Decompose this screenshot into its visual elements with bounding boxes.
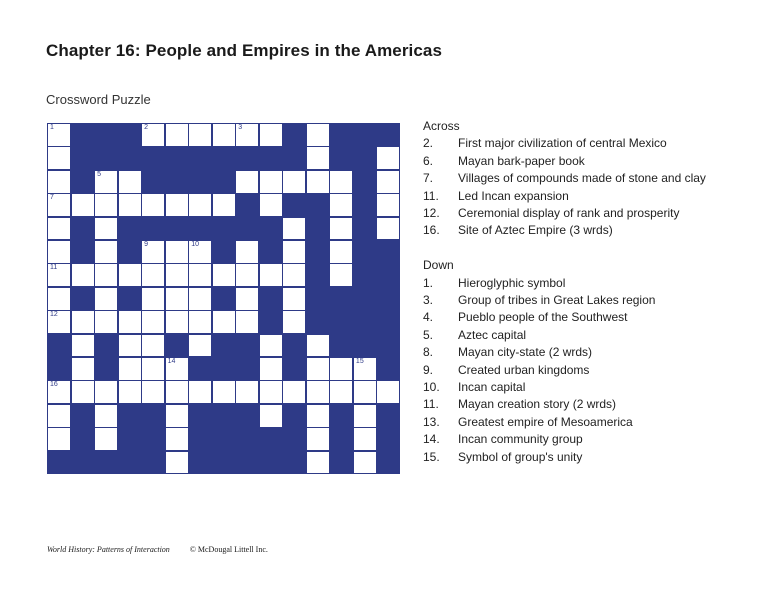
down-clue: [423, 379, 753, 396]
grid-cell[interactable]: [47, 146, 71, 170]
grid-cell[interactable]: [165, 287, 189, 311]
grid-cell[interactable]: [165, 123, 189, 147]
cell-number: 5: [97, 170, 101, 178]
grid-cell[interactable]: [306, 380, 330, 404]
grid-cell[interactable]: [329, 263, 353, 287]
grid-cell[interactable]: [94, 404, 118, 428]
down-clue: [423, 449, 753, 466]
grid-cell[interactable]: [353, 380, 377, 404]
clue-number: 11.: [423, 397, 439, 412]
clue-text: Mayan bark-paper book: [458, 153, 585, 168]
grid-cell[interactable]: [71, 334, 95, 358]
clue-text: Pueblo people of the Southwest: [458, 310, 628, 325]
down-clue-list: [423, 275, 753, 466]
grid-cell[interactable]: [165, 404, 189, 428]
grid-cell[interactable]: [141, 287, 165, 311]
grid-cell[interactable]: [306, 334, 330, 358]
grid-cell[interactable]: [71, 310, 95, 334]
cell-number: 16: [50, 381, 58, 389]
grid-cell[interactable]: [165, 380, 189, 404]
grid-cell[interactable]: [94, 427, 118, 451]
grid-cell[interactable]: [47, 380, 71, 404]
grid-cell[interactable]: [376, 146, 400, 170]
grid-cell[interactable]: [329, 357, 353, 381]
clue-text: Incan capital: [458, 379, 526, 394]
grid-cell[interactable]: [47, 217, 71, 241]
clue-text: Symbol of group's unity: [458, 449, 583, 464]
grid-cell[interactable]: [94, 240, 118, 264]
page-title: Chapter 16: People and Empires in the Americas: [46, 41, 443, 60]
grid-cell[interactable]: [212, 310, 236, 334]
down-clue: [423, 309, 753, 326]
grid-cell[interactable]: [329, 380, 353, 404]
cell-number: 3: [238, 124, 243, 131]
clue-text: Incan community group: [458, 432, 583, 447]
down-clue: [423, 414, 753, 431]
grid-cell[interactable]: [118, 170, 142, 194]
clue-number: 4.: [423, 310, 434, 325]
clue-number: 14.: [423, 432, 440, 447]
grid-cell[interactable]: [306, 357, 330, 381]
grid-cell[interactable]: [188, 310, 212, 334]
grid-cell[interactable]: [141, 240, 165, 264]
grid-cell[interactable]: [235, 263, 259, 287]
cell-number: 11: [50, 264, 58, 272]
grid-cell[interactable]: [212, 123, 236, 147]
grid-cell[interactable]: [141, 380, 165, 404]
grid-cell[interactable]: [212, 263, 236, 287]
clue-number: 6.: [423, 153, 434, 168]
grid-cell[interactable]: [94, 263, 118, 287]
grid-cell[interactable]: [47, 287, 71, 311]
footer-copyright: © McDougal Littell Inc.: [189, 545, 268, 554]
grid-cell[interactable]: [306, 404, 330, 428]
grid-cell[interactable]: [141, 310, 165, 334]
grid-cell[interactable]: [376, 217, 400, 241]
grid-cell[interactable]: [259, 123, 283, 147]
grid-cell[interactable]: [94, 287, 118, 311]
cell-number: 14: [167, 358, 176, 365]
clue-text: First major civilization of central Mexico: [458, 136, 667, 151]
grid-cell[interactable]: [118, 380, 142, 404]
grid-cell[interactable]: [353, 451, 377, 475]
across-clue: [423, 170, 753, 187]
down-clue: [423, 396, 753, 413]
grid-cell[interactable]: [259, 334, 283, 358]
cell-number: 9: [144, 241, 149, 248]
grid-cell[interactable]: [165, 427, 189, 451]
grid-cell[interactable]: [259, 357, 283, 381]
grid-cell[interactable]: [353, 404, 377, 428]
grid-cell[interactable]: [188, 263, 212, 287]
cell-number: 10: [191, 241, 199, 248]
grid-cell[interactable]: [165, 263, 189, 287]
grid-cell[interactable]: [118, 357, 142, 381]
grid-cell[interactable]: [259, 404, 283, 428]
grid-cell[interactable]: [329, 193, 353, 217]
grid-cell[interactable]: [165, 451, 189, 475]
down-heading: Down: [423, 258, 454, 273]
grid-cell[interactable]: [188, 287, 212, 311]
grid-cell[interactable]: [212, 380, 236, 404]
grid-cell[interactable]: [118, 263, 142, 287]
across-clue: [423, 188, 753, 205]
grid-cell[interactable]: [259, 263, 283, 287]
grid-cell[interactable]: [306, 170, 330, 194]
clue-number: 7.: [423, 171, 434, 186]
grid-cell[interactable]: [259, 193, 283, 217]
grid-cell[interactable]: [141, 263, 165, 287]
clue-number: 3.: [423, 293, 434, 308]
across-clue: [423, 135, 753, 152]
grid-cell[interactable]: [376, 170, 400, 194]
grid-cell[interactable]: [329, 240, 353, 264]
grid-cell[interactable]: [47, 193, 71, 217]
grid-cell[interactable]: [71, 263, 95, 287]
grid-cell[interactable]: [306, 146, 330, 170]
grid-cell[interactable]: [165, 240, 189, 264]
grid-cell[interactable]: [259, 380, 283, 404]
across-clue-list: [423, 135, 753, 239]
crossword-grid: [47, 123, 400, 474]
grid-cell[interactable]: [282, 240, 306, 264]
grid-cell[interactable]: [306, 123, 330, 147]
grid-cell[interactable]: [47, 427, 71, 451]
grid-cell[interactable]: [141, 123, 165, 147]
grid-cell[interactable]: [306, 427, 330, 451]
grid-cell[interactable]: [118, 193, 142, 217]
clue-number: 12.: [423, 205, 440, 220]
clue-text: Site of Aztec Empire (3 wrds): [458, 223, 613, 238]
grid-cell[interactable]: [282, 263, 306, 287]
clue-text: Led Incan expansion: [458, 188, 569, 203]
clue-number: 9.: [423, 362, 434, 377]
down-clue: [423, 431, 753, 448]
grid-cell[interactable]: [94, 217, 118, 241]
clue-text: Greatest empire of Mesoamerica: [458, 414, 633, 429]
grid-cell[interactable]: [47, 263, 71, 287]
grid-cell[interactable]: [235, 287, 259, 311]
across-clue: [423, 153, 753, 170]
clue-text: Created urban kingdoms: [458, 362, 590, 377]
grid-cell[interactable]: [235, 240, 259, 264]
clue-text: Hieroglyphic symbol: [458, 275, 566, 290]
grid-cell[interactable]: [188, 123, 212, 147]
grid-cell[interactable]: [282, 217, 306, 241]
cell-number: 1: [50, 124, 54, 131]
grid-cell[interactable]: [188, 380, 212, 404]
grid-cell[interactable]: [165, 357, 189, 381]
grid-cell[interactable]: [329, 217, 353, 241]
grid-cell[interactable]: [94, 170, 118, 194]
grid-cell[interactable]: [188, 193, 212, 217]
grid-cell[interactable]: [141, 334, 165, 358]
grid-cell[interactable]: [71, 193, 95, 217]
grid-cell[interactable]: [118, 334, 142, 358]
down-clue: [423, 362, 753, 379]
clue-text: Mayan creation story (2 wrds): [458, 397, 617, 412]
grid-cell[interactable]: [94, 380, 118, 404]
grid-cell[interactable]: [235, 310, 259, 334]
across-heading: Across: [423, 119, 460, 133]
clue-number: 8.: [423, 345, 434, 360]
grid-cell[interactable]: [47, 404, 71, 428]
clue-number: 5.: [423, 327, 434, 342]
grid-cell[interactable]: [235, 380, 259, 404]
down-clue: [423, 292, 753, 309]
clue-number: 16.: [423, 223, 440, 238]
down-clue: [423, 344, 753, 361]
grid-cell[interactable]: [94, 193, 118, 217]
grid-cell[interactable]: [94, 310, 118, 334]
grid-cell[interactable]: [71, 357, 95, 381]
grid-cell[interactable]: [235, 123, 259, 147]
down-clue: [423, 327, 753, 344]
grid-cell[interactable]: [259, 170, 283, 194]
clue-text: Villages of compounds made of stone and clay: [458, 171, 706, 186]
clue-number: 15.: [423, 449, 440, 464]
grid-cell[interactable]: [165, 310, 189, 334]
grid-cell[interactable]: [353, 357, 377, 381]
grid-cell[interactable]: [188, 334, 212, 358]
grid-cell[interactable]: [282, 170, 306, 194]
grid-cell[interactable]: [118, 310, 142, 334]
across-clue: [423, 205, 753, 222]
clue-number: 2.: [423, 136, 434, 151]
clue-number: 11.: [423, 188, 439, 203]
cell-number: 12: [50, 311, 58, 319]
grid-cell[interactable]: [188, 240, 212, 264]
grid-cell[interactable]: [47, 170, 71, 194]
footer-book-title: World History: Patterns of Interaction: [47, 545, 170, 554]
grid-cell[interactable]: [47, 240, 71, 264]
grid-cell[interactable]: [282, 380, 306, 404]
grid-cell[interactable]: [47, 310, 71, 334]
clue-number: 1.: [423, 275, 434, 290]
clue-text: Aztec capital: [458, 327, 527, 342]
grid-cell[interactable]: [47, 123, 71, 147]
footer: [47, 545, 268, 554]
grid-cell[interactable]: [282, 287, 306, 311]
grid-cell[interactable]: [282, 310, 306, 334]
clues-panel: [423, 118, 753, 466]
grid-cell[interactable]: [306, 451, 330, 475]
grid-cell[interactable]: [376, 193, 400, 217]
grid-cell[interactable]: [376, 380, 400, 404]
clue-number: 10.: [423, 379, 440, 394]
clue-number: 13.: [423, 414, 440, 429]
across-clue: [423, 222, 753, 239]
down-clue: [423, 275, 753, 292]
clue-text: Mayan city-state (2 wrds): [458, 345, 593, 360]
grid-cell[interactable]: [141, 193, 165, 217]
clue-text: Group of tribes in Great Lakes region: [458, 293, 656, 308]
clue-text: Ceremonial display of rank and prosperity: [458, 205, 680, 220]
grid-cell[interactable]: [141, 357, 165, 381]
grid-cell[interactable]: [165, 193, 189, 217]
cell-number: 7: [50, 194, 54, 202]
page-subtitle: Crossword Puzzle: [46, 92, 151, 107]
grid-cell[interactable]: [353, 427, 377, 451]
grid-cell[interactable]: [212, 193, 236, 217]
grid-cell[interactable]: [235, 170, 259, 194]
grid-cell[interactable]: [329, 170, 353, 194]
cell-number: 15: [355, 358, 364, 365]
grid-cell[interactable]: [71, 380, 95, 404]
cell-number: 2: [144, 124, 149, 131]
